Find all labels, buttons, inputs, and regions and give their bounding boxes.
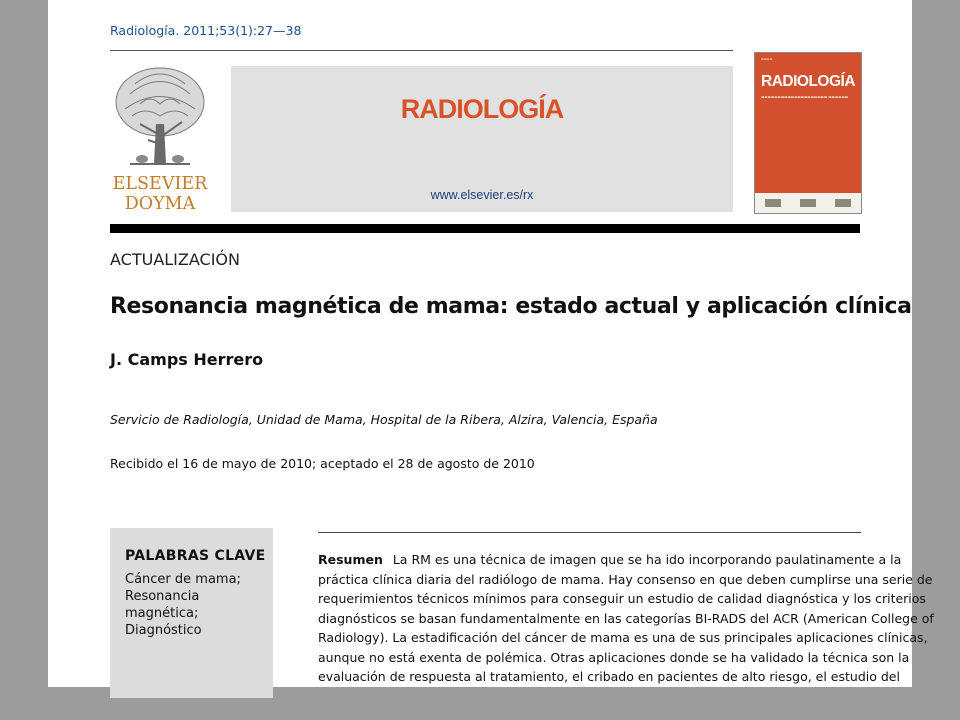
keywords-list (125, 571, 241, 639)
author-affiliation: Servicio de Radiología, Unidad de Mama, Hospital de la Ribera, Alzira, Valencia, España (110, 412, 658, 427)
journal-banner (231, 66, 733, 212)
received-dates: Recibido el 16 de mayo de 2010; aceptado el 28 de agosto de 2010 (110, 456, 535, 471)
abstract-heading: Resumen (318, 552, 383, 567)
abstract (318, 550, 934, 687)
abstract-divider (318, 532, 861, 533)
article-title: Resonancia magnética de mama: estado actual y aplicación clínica (110, 294, 912, 319)
cover-issn-mark: ▬▬▬▬ (761, 57, 773, 61)
elsevier-wordmark: ELSEVIER (112, 174, 208, 194)
abstract-line: Resumen La RM es una técnica de imagen que se ha ido incorporando paulatinamente a la (318, 552, 902, 567)
abstract-line: aunque no está exenta de polémica. Otras aplicaciones donde se ha validado la técnica son la (318, 649, 910, 665)
keyword-line: magnética; (125, 606, 199, 621)
header-thick-rule (110, 224, 860, 233)
cover-subtitle-mark: ▬▬▬▬▬▬▬▬▬▬▬▬▬▬▬▬▬▬▬▬ ▬▬▬▬▬▬ (761, 95, 849, 99)
society-logo-icon (800, 199, 816, 207)
abstract-line: requerimientos técnicos mínimos para conseguir un estudio de calidad diagnóstica y los criterios (318, 591, 926, 606)
keyword-line: Diagnóstico (125, 623, 202, 638)
author-name: J. Camps Herrero (110, 350, 264, 369)
article-page (48, 0, 934, 687)
cover-title: RADIOLOGÍA (761, 73, 856, 90)
elsevier-tree-icon (110, 64, 210, 174)
banner-journal-name: RADIOLOGÍA (400, 94, 564, 124)
abstract-line: práctica clínica diaria del radiólogo de mama. Hay consenso en que deben cumplirse una serie de (318, 571, 933, 587)
keyword-line: Cáncer de mama; (125, 572, 241, 587)
keyword-line: Resonancia (125, 589, 200, 604)
journal-cover-image (754, 52, 862, 214)
publisher-logo-icon (835, 199, 851, 207)
keywords-heading: PALABRAS CLAVE (125, 548, 266, 564)
abstract-line: evaluación de respuesta al tratamiento, el cribado en pacientes de alto riesgo, el estudio del (318, 669, 900, 684)
cover-footer-logos (755, 193, 861, 213)
doyma-wordmark: DOYMA (124, 194, 196, 214)
abstract-line: Radiology). La estadificación del cáncer de mama es una de sus principales aplicaciones clínicas, (318, 630, 928, 645)
keywords-box (110, 528, 273, 698)
journal-citation[interactable]: Radiología. 2011;53(1):27—38 (110, 23, 302, 38)
header-divider (110, 50, 733, 51)
seram-logo-icon (765, 199, 781, 207)
section-label: ACTUALIZACIÓN (110, 250, 240, 269)
journal-url-link[interactable]: www.elsevier.es/rx (430, 188, 534, 202)
elsevier-logo (110, 64, 210, 214)
abstract-line: diagnósticos se basan fundamentalmente en las categorías BI-RADS del ACR (American College of (318, 610, 934, 626)
